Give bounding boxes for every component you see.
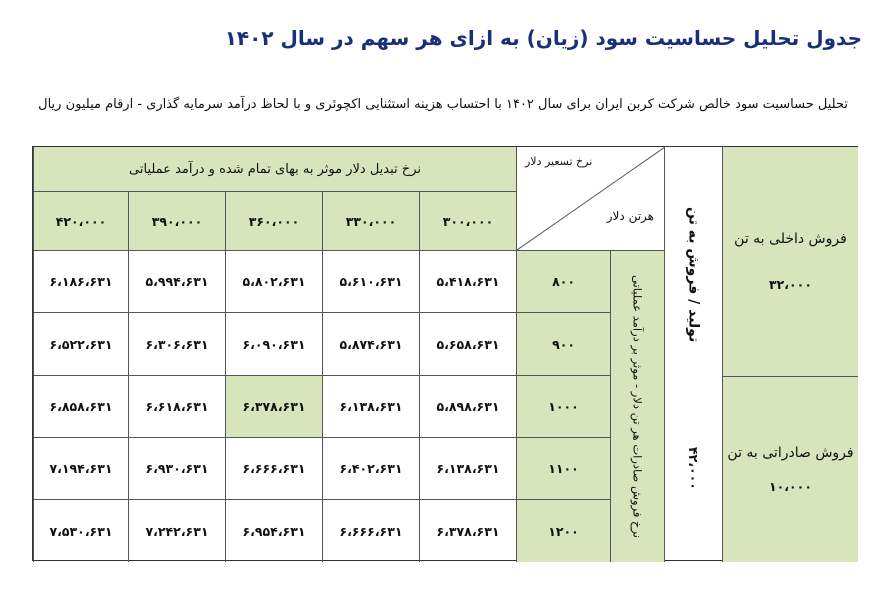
production-cell [664, 147, 722, 562]
cell-value: ۶،۸۵۸،۶۳۱ [49, 399, 113, 414]
data-cell [128, 375, 225, 437]
data-cell [322, 437, 419, 499]
page-title: جدول تحلیل حساسیت سود (زیان) به ازای هر سهم در سال ۱۴۰۲ [224, 26, 862, 50]
fx-rate-header [128, 191, 225, 250]
data-cell [322, 375, 419, 437]
price-value: ۹۰۰ [552, 336, 575, 352]
data-cell [322, 250, 419, 312]
domestic-sales-value: ۳۲،۰۰۰ [769, 277, 812, 292]
data-cell [128, 437, 225, 499]
price-value: ۱۰۰۰ [548, 399, 579, 414]
fx-rate-value: ۳۳۰،۰۰۰ [345, 213, 397, 229]
fx-rate-header [419, 191, 516, 250]
data-cell [225, 250, 322, 312]
cell-value: ۵،۸۷۴،۶۳۱ [339, 336, 403, 352]
data-cell [419, 375, 516, 437]
price-cell [516, 437, 610, 499]
fx-header-label: نرخ تبدیل دلار موثر به بهای تمام شده و درآمد عملیاتی [129, 161, 421, 177]
cell-value: ۶،۶۶۶،۶۳۱ [339, 523, 403, 539]
export-sales-cell [722, 376, 858, 562]
cell-value: ۶،۶۱۸،۶۳۱ [145, 399, 209, 414]
price-cell [516, 250, 610, 312]
data-cell [33, 499, 128, 562]
export-rate-label: نرخ فروش صادرات هر تن دلار - موثر بر درآمد عملیاتی [630, 274, 645, 538]
fx-rate-header [33, 191, 128, 250]
page-subtitle: تحلیل حساسیت سود خالص شرکت کربن ایران برای سال ۱۴۰۲ با احتساب هزینه استثنایی اکچوئری و با لحاظ درآمد سرمایه گذاری - ارقام میلیون ریال [38, 97, 848, 112]
domestic-sales-label: فروش داخلی به تن [734, 231, 847, 247]
data-cell [419, 312, 516, 375]
cell-value: ۷،۲۴۲،۶۳۱ [145, 523, 209, 539]
cell-value: ۵،۶۱۰،۶۳۱ [339, 274, 403, 289]
price-value: ۱۱۰۰ [548, 461, 579, 476]
cell-value: ۶،۳۰۶،۶۳۱ [145, 336, 209, 352]
fx-rate-label: نرخ تسعیر دلار [525, 155, 593, 168]
data-cell [33, 312, 128, 375]
cell-value: ۶،۹۳۰،۶۳۱ [145, 461, 209, 476]
cell-value: ۶،۱۳۸،۶۳۱ [436, 461, 500, 476]
production-label: تولید / فروش به تن [685, 207, 702, 343]
cell-value: ۵،۹۹۴،۶۳۱ [145, 274, 209, 289]
cell-value: ۵،۸۹۸،۶۳۱ [436, 399, 500, 414]
cell-value: ۷،۵۳۰،۶۳۱ [49, 523, 113, 539]
cell-value: ۶،۶۶۶،۶۳۱ [242, 461, 306, 476]
cell-value: ۶،۴۰۲،۶۳۱ [339, 461, 403, 476]
export-sales-label: فروش صادراتی به تن [727, 445, 854, 461]
data-cell [33, 250, 128, 312]
fx-rate-value: ۳۶۰،۰۰۰ [248, 213, 300, 229]
fx-rate-value: ۴۲۰،۰۰۰ [55, 213, 107, 229]
data-cell [225, 437, 322, 499]
cell-value: ۶،۳۷۸،۶۳۱ [436, 523, 500, 539]
data-cell [419, 250, 516, 312]
cell-value: ۵،۴۱۸،۶۳۱ [436, 274, 500, 289]
cell-value: ۵،۶۵۸،۶۳۱ [436, 336, 500, 352]
fx-header [33, 147, 516, 191]
cell-value: ۵،۸۰۲،۶۳۱ [242, 274, 306, 289]
cell-value: ۶،۱۳۸،۶۳۱ [339, 399, 403, 414]
data-cell [128, 499, 225, 562]
data-cell [33, 437, 128, 499]
price-value: ۸۰۰ [552, 274, 575, 289]
data-cell [322, 499, 419, 562]
fx-diagonal-header [516, 147, 664, 250]
data-cell [419, 437, 516, 499]
data-cell [225, 499, 322, 562]
cell-value: ۶،۹۵۴،۶۳۱ [242, 523, 306, 539]
price-value: ۱۲۰۰ [548, 523, 579, 539]
price-cell [516, 375, 610, 437]
cell-value: ۶،۱۸۶،۶۳۱ [49, 274, 113, 289]
price-cell [516, 499, 610, 562]
sensitivity-table [32, 146, 858, 561]
data-cell [128, 250, 225, 312]
fx-rate-value: ۳۹۰،۰۰۰ [151, 213, 203, 229]
export-sales-value: ۱۰،۰۰۰ [769, 479, 812, 494]
price-cell [516, 312, 610, 375]
cell-value: ۶،۵۲۲،۶۳۱ [49, 336, 113, 352]
data-cell [33, 375, 128, 437]
data-cell [225, 312, 322, 375]
domestic-sales-cell [722, 147, 858, 376]
export-rate-cell [610, 250, 664, 562]
production-value: ۴۲،۰۰۰ [686, 447, 701, 491]
data-cell [419, 499, 516, 562]
fx-rate-header [225, 191, 322, 250]
fx-rate-value: ۳۰۰،۰۰۰ [442, 213, 494, 229]
per-ton-label: هرتن دلار [606, 209, 654, 223]
data-cell [322, 312, 419, 375]
cell-value: ۶،۳۷۸،۶۳۱ [242, 399, 306, 414]
cell-value: ۷،۱۹۴،۶۳۱ [49, 461, 113, 476]
highlighted-data-cell [225, 375, 322, 437]
data-cell [128, 312, 225, 375]
cell-value: ۶،۰۹۰،۶۳۱ [242, 336, 306, 352]
fx-rate-header [322, 191, 419, 250]
